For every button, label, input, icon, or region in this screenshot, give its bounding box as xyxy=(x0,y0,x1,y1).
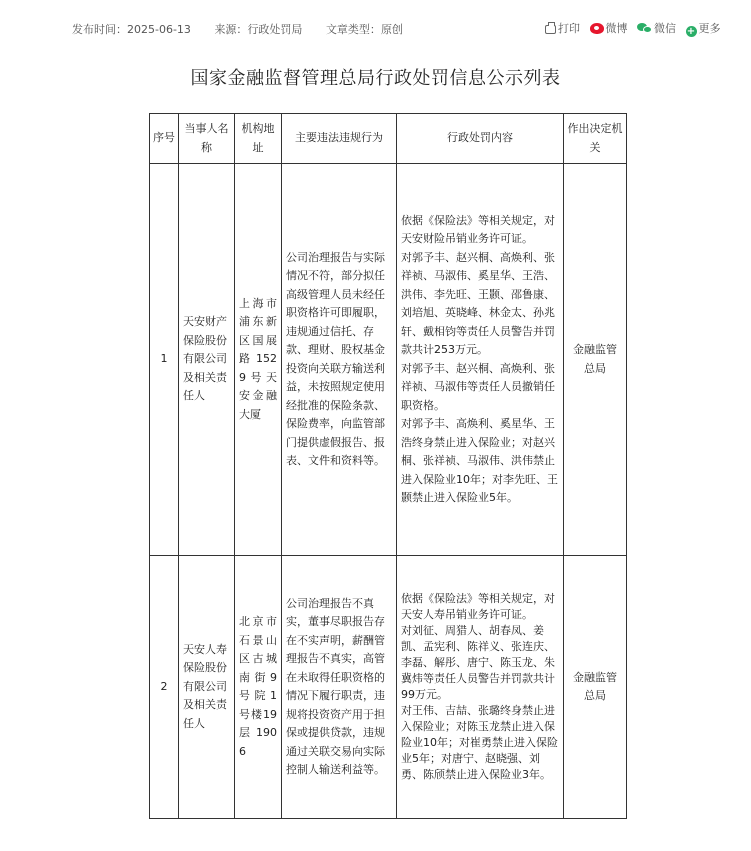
penalty-paragraph: 对郭予丰、赵兴桐、高焕利、张祥祯、马淑伟等责任人员撤销任职资格。 xyxy=(401,361,555,412)
weibo-share-button[interactable] xyxy=(590,20,628,36)
table-row xyxy=(150,164,627,556)
header-penalty: 行政处罚内容 xyxy=(397,114,564,164)
cell-seq: 1 xyxy=(150,164,179,556)
cell-seq: 2 xyxy=(150,556,179,819)
cell-authority: 金融监管总局 xyxy=(564,164,627,556)
weibo-icon xyxy=(590,23,604,34)
penalty-paragraph: 依据《保险法》等相关规定，对天安财险吊销业务许可证。 xyxy=(401,213,555,245)
header-authority: 作出决定机关 xyxy=(564,114,627,164)
cell-authority: 金融监管总局 xyxy=(564,556,627,819)
table-header-row xyxy=(150,114,627,164)
table-row xyxy=(150,556,627,819)
header-violation: 主要违法违规行为 xyxy=(282,114,397,164)
header-party: 当事人名称 xyxy=(179,114,235,164)
article-meta-bar xyxy=(0,0,751,56)
source-label: 来源： xyxy=(214,23,248,36)
article-meta xyxy=(72,21,423,37)
source-value: 行政处罚局 xyxy=(247,23,303,36)
wechat-label: 微信 xyxy=(654,22,676,35)
cell-penalty xyxy=(397,164,564,556)
wechat-icon xyxy=(637,23,652,34)
article-type-value: 原创 xyxy=(380,23,403,36)
more-share-button[interactable] xyxy=(686,20,721,37)
cell-penalty xyxy=(397,556,564,819)
cell-location: 北京市石景山区古城南街9号院1号楼19层1906 xyxy=(235,556,282,819)
more-icon: + xyxy=(686,26,696,37)
source xyxy=(214,23,302,36)
weibo-label: 微博 xyxy=(605,22,628,35)
penalty-paragraph: 对郭予丰、高焕利、奚星华、王浩终身禁止进入保险业；对赵兴桐、张祥祯、马淑伟、洪伟禁止进入保险业10年；对李先旺、王颢禁止进入保险业5年。 xyxy=(401,417,558,504)
penalty-table xyxy=(149,113,627,819)
more-label: 更多 xyxy=(698,22,721,35)
share-toolbar xyxy=(545,20,727,37)
cell-party: 天安财产保险股份有限公司及相关责任人 xyxy=(179,164,235,556)
wechat-share-button[interactable] xyxy=(637,20,676,36)
penalty-paragraph: 依据《保险法》等相关规定，对天安人寿吊销业务许可证。 xyxy=(401,592,555,621)
cell-party: 天安人寿保险股份有限公司及相关责任人 xyxy=(179,556,235,819)
print-icon xyxy=(545,25,556,34)
header-location: 机构地址 xyxy=(235,114,282,164)
publish-time-value: 2025-06-13 xyxy=(127,23,191,36)
cell-location: 上海市浦东新区国展路1529号天安金融大厦 xyxy=(235,164,282,556)
publish-time-label: 发布时间： xyxy=(72,23,127,36)
print-button[interactable] xyxy=(545,20,580,36)
penalty-paragraph: 对刘征、周猎人、胡春凤、姜凯、孟宪利、陈祥义、张连庆、李磊、解彤、唐宁、陈玉龙、朱冀炜等责任人员警告并罚款共计99万元。 xyxy=(401,624,555,701)
cell-violation: 公司治理报告与实际情况不符，部分拟任高级管理人员未经任职资格许可即履职，违规通过信托、存款、理财、股权基金投资向关联方输送利益，未按照规定使用经批准的保险条款、保险费率，向监管部门提供虚假报告、报表、文件和资料等。 xyxy=(282,164,397,556)
penalty-paragraph: 对王伟、吉喆、张璐终身禁止进入保险业；对陈玉龙禁止进入保险业10年；对崔勇禁止进入保险业5年；对唐宁、赵晓强、刘勇、陈颀禁止进入保险业3年。 xyxy=(401,704,558,781)
article-type xyxy=(326,23,403,36)
penalty-paragraph: 对郭予丰、赵兴桐、高焕利、张祥祯、马淑伟、奚星华、王浩、洪伟、李先旺、王颢、邵鲁康、刘培旭、英晓峰、林金太、孙兆轩、戴相钧等责任人员警告并罚款共计253万元。 xyxy=(401,250,555,356)
cell-violation: 公司治理报告不真实，董事尽职报告存在不实声明，薪酬管理报告不真实，高管在未取得任职资格的情况下履行职责，违规将投资资产用于担保或提供贷款，违规通过关联交易向实际控制人输送利益等。 xyxy=(282,556,397,819)
article-type-label: 文章类型： xyxy=(325,23,381,36)
header-seq: 序号 xyxy=(150,114,179,164)
publish-time xyxy=(72,23,191,36)
print-label: 打印 xyxy=(558,22,580,35)
page-title: 国家金融监督管理总局行政处罚信息公示列表 xyxy=(190,68,561,89)
